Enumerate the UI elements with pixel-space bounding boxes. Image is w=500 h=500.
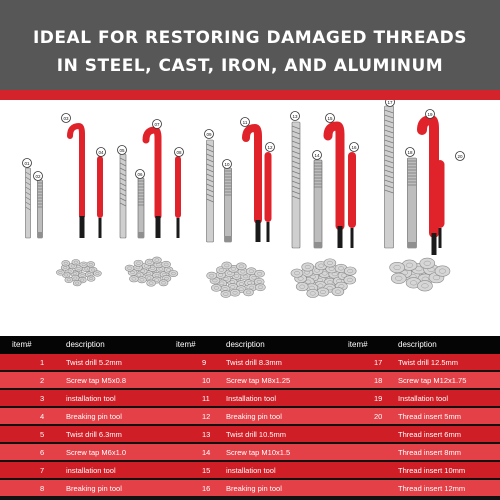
item-description: Thread insert 10mm (398, 466, 466, 475)
thread-insert-coil (417, 281, 432, 292)
breaking-pin-tool-tip (351, 228, 354, 248)
tool-number-label: 10 (224, 162, 230, 167)
twist-drill (292, 122, 300, 248)
item-number: 3 (40, 394, 45, 403)
thread-insert-coil (230, 289, 240, 296)
screw-tap (314, 160, 322, 248)
tool-number-label: 07 (154, 122, 160, 127)
thread-insert-coil (73, 280, 81, 286)
tools-drawing (0, 100, 500, 335)
header-item-1: item# (12, 340, 32, 349)
installation-tool-handle (70, 126, 82, 216)
item-number: 15 (202, 466, 211, 475)
thread-insert-coil (159, 280, 168, 286)
header-accent-bar (0, 90, 500, 100)
thread-insert-coil (147, 280, 156, 286)
headline-line-2: IN STEEL, CAST, IRON, AND ALUMINUM (56, 56, 444, 76)
item-description: Thread insert 12mm (398, 484, 466, 493)
thread-insert-coil (93, 271, 101, 277)
screw-tap (225, 168, 232, 242)
table-row (0, 426, 500, 442)
tool-number-label: 11 (242, 120, 248, 125)
header-banner (0, 0, 500, 90)
parts-table-header (0, 336, 500, 354)
table-row (0, 390, 500, 406)
breaking-pin-tool-tip (177, 218, 180, 238)
header-desc-1: description (66, 340, 105, 349)
thread-insert-coil (391, 273, 406, 284)
item-description: Installation tool (226, 394, 277, 403)
thread-insert-coil (134, 260, 143, 266)
item-description: installation tool (66, 394, 116, 403)
tap-square-end (314, 242, 322, 248)
tool-number-label: 09 (206, 132, 212, 137)
thread-insert-coil (420, 258, 435, 269)
item-description: Thread insert 6mm (398, 430, 461, 439)
item-number: 7 (40, 466, 45, 475)
tool-number-label: 16 (351, 145, 357, 150)
breaking-pin-tool-tip (439, 228, 442, 248)
item-number: 20 (374, 412, 383, 421)
item-description: Breaking pin tool (66, 484, 122, 493)
item-description: Twist drill 12.5mm (398, 358, 459, 367)
thread-insert-coil (344, 267, 356, 275)
header-item-3: item# (348, 340, 368, 349)
breaking-pin-tool-handle (436, 160, 445, 228)
table-row (0, 480, 500, 496)
item-description: Screw tap M6x1.0 (66, 448, 127, 457)
item-description: Screw tap M10x1.5 (226, 448, 291, 457)
thread-insert-coil (152, 257, 161, 263)
item-description: Twist drill 10.5mm (226, 430, 287, 439)
tool-number-label: 02 (35, 174, 41, 179)
table-row (0, 444, 500, 460)
item-description: Thread insert 8mm (398, 448, 461, 457)
thread-insert-coil (255, 284, 265, 291)
item-number: 6 (40, 448, 45, 457)
item-number: 9 (202, 358, 207, 367)
tool-number-label: 05 (119, 148, 125, 153)
tool-number-label: 01 (24, 161, 30, 166)
thread-insert-coil (56, 270, 64, 276)
installation-tool-tip (338, 226, 343, 248)
item-number: 19 (374, 394, 383, 403)
tool-number-label: 17 (387, 100, 393, 105)
thread-insert-coil (255, 270, 265, 277)
tool-number-label: 06 (137, 172, 143, 177)
tool-number-label: 12 (267, 145, 273, 150)
table-row (0, 354, 500, 370)
item-description: installation tool (226, 466, 276, 475)
breaking-pin-tool-handle (97, 156, 103, 218)
installation-tool-tip (256, 220, 261, 242)
thread-insert-coil (307, 289, 319, 297)
tap-square-end (138, 232, 144, 238)
item-description: Twist drill 5.2mm (66, 358, 122, 367)
tool-kit-illustration (0, 100, 500, 335)
installation-tool-handle (146, 130, 158, 216)
item-number: 17 (374, 358, 383, 367)
thread-insert-coil (137, 277, 146, 283)
breaking-pin-tool-tip (99, 218, 102, 238)
item-description: Twist drill 8.3mm (226, 358, 282, 367)
item-number: 13 (202, 430, 211, 439)
item-number: 1 (40, 358, 45, 367)
item-number: 10 (202, 376, 211, 385)
table-row (0, 408, 500, 424)
tool-number-label: 20 (457, 154, 463, 159)
thread-insert-coil (65, 277, 73, 283)
item-description: Breaking pin tool (226, 412, 282, 421)
table-row (0, 372, 500, 388)
thread-insert-coil (125, 265, 134, 271)
thread-insert-coil (221, 291, 231, 298)
item-description: Thread insert 5mm (398, 412, 461, 421)
parts-table (0, 336, 500, 500)
item-description: Installation tool (398, 394, 449, 403)
installation-tool-handle (422, 120, 434, 233)
thread-insert-coil (207, 272, 217, 279)
item-number: 16 (202, 484, 211, 493)
item-number: 5 (40, 430, 45, 439)
item-number: 8 (40, 484, 45, 493)
thread-insert-coil (435, 266, 450, 277)
thread-insert-coil (302, 263, 314, 271)
item-description: Screw tap M12x1.75 (398, 376, 467, 385)
thread-insert-coil (332, 287, 344, 295)
twist-drill (120, 154, 126, 238)
item-description: Breaking pin tool (66, 412, 122, 421)
tool-number-label: 13 (292, 114, 298, 119)
thread-insert-coil (317, 288, 329, 296)
item-description: Screw tap M5x0.8 (66, 376, 127, 385)
item-description: Screw tap M8x1.25 (226, 376, 291, 385)
thread-insert-coil (169, 270, 178, 276)
item-description: Twist drill 6.3mm (66, 430, 122, 439)
installation-tool-tip (80, 216, 85, 238)
breaking-pin-tool-handle (265, 152, 272, 222)
breaking-pin-tool-handle (175, 156, 181, 218)
installation-tool-tip (156, 216, 161, 238)
tool-number-label: 04 (98, 150, 104, 155)
thread-insert-coil (390, 262, 405, 273)
thread-insert-coil (87, 262, 95, 268)
tool-number-label: 18 (407, 150, 413, 155)
item-description: installation tool (66, 466, 116, 475)
thread-insert-coil (324, 259, 336, 267)
tap-square-end (38, 232, 43, 238)
item-number: 11 (202, 394, 210, 403)
thread-insert-coil (162, 261, 171, 267)
tool-number-label: 03 (63, 116, 69, 121)
thread-insert-coil (244, 289, 254, 296)
thread-insert-coil (87, 276, 95, 282)
header-item-2: item# (176, 340, 196, 349)
tool-number-label: 19 (427, 112, 433, 117)
thread-insert-coil (72, 259, 80, 265)
headline-line-1: IDEAL FOR RESTORING DAMAGED THREADS (32, 28, 468, 48)
tap-square-end (225, 236, 232, 242)
breaking-pin-tool-handle (348, 152, 356, 228)
item-number: 14 (202, 448, 211, 457)
thread-insert-coil (296, 282, 308, 290)
thread-insert-coil (222, 262, 232, 269)
screw-tap (408, 158, 417, 248)
item-number: 2 (40, 376, 45, 385)
breaking-pin-tool-tip (267, 222, 270, 242)
header-desc-3: description (398, 340, 437, 349)
thread-insert-coil (291, 269, 303, 277)
item-number: 18 (374, 376, 383, 385)
thread-insert-coil (344, 276, 356, 284)
thread-insert-coil (62, 260, 70, 266)
tool-number-label: 08 (176, 150, 182, 155)
thread-insert-coil (80, 262, 88, 268)
tool-number-label: 15 (327, 116, 333, 121)
thread-insert-coil (236, 263, 246, 270)
tap-square-end (408, 242, 417, 248)
thread-insert-coil (211, 284, 221, 291)
thread-insert-coil (129, 276, 138, 282)
item-number: 4 (40, 412, 45, 421)
installation-tool-tip (432, 233, 437, 255)
item-number: 12 (202, 412, 211, 421)
table-row (0, 462, 500, 478)
item-description: Breaking pin tool (226, 484, 282, 493)
installation-tool-handle (328, 126, 340, 226)
installation-tool-handle (246, 128, 258, 220)
header-desc-2: description (226, 340, 265, 349)
tool-number-label: 14 (314, 153, 320, 158)
